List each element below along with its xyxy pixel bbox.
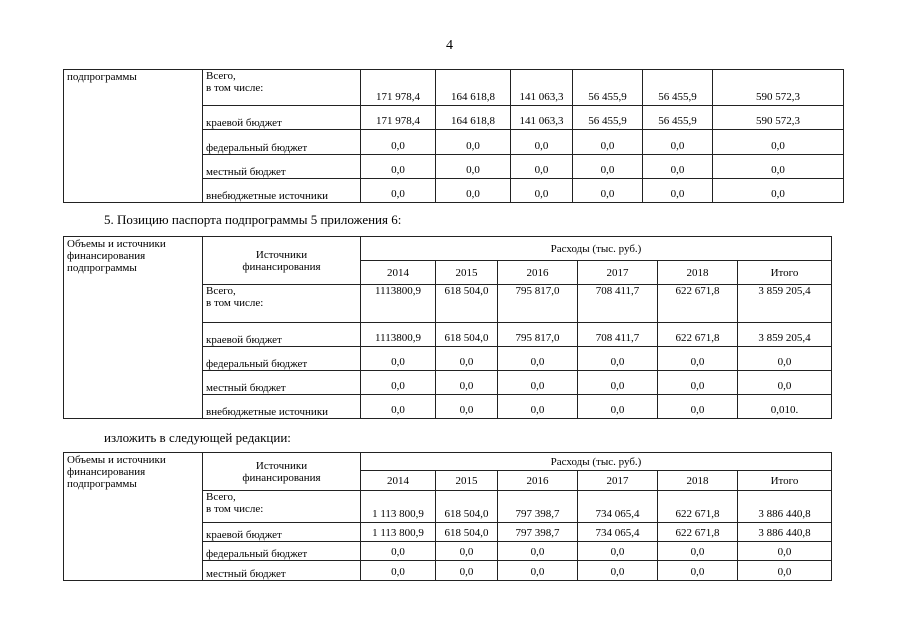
value-cell: 3 859 205,4 [738,285,832,323]
value-cell: 795 817,0 [498,323,578,347]
value-cell: 0,0 [658,561,738,581]
value-cell: 0,0 [436,371,498,395]
paragraph-position-5: 5. Позицию паспорта подпрограммы 5 приложения 6: [104,212,402,227]
value-cell: 164 618,8 [436,106,511,130]
value-cell: 734 065,4 [578,523,658,542]
value-cell: 0,0 [713,179,844,203]
expenses-header: Расходы (тыс. руб.) [361,237,832,261]
sources-header: Источники финансирования [203,237,361,285]
value-cell: 0,0 [578,395,658,419]
table-header-row [64,237,832,261]
value-cell: 56 455,9 [573,106,643,130]
value-cell: 0,0 [511,179,573,203]
value-cell: 734 065,4 [578,491,658,523]
value-cell: 0,0 [643,130,713,155]
source-cell: федеральный бюджет [203,542,361,561]
value-cell: 0,0 [436,561,498,581]
first-col-cell: подпрограммы [64,70,203,203]
value-cell: 3 859 205,4 [738,323,832,347]
value-cell: 0,0 [361,155,436,179]
table-header-row [64,453,832,471]
first-col-cell: Объемы и источники финансирования подпрограммы [64,237,203,419]
table-subprogram-5-current [63,236,832,419]
value-cell: 1 113 800,9 [361,523,436,542]
source-cell: внебюджетные источники [203,179,361,203]
value-cell: 0,0 [573,179,643,203]
value-cell: 0,0 [738,542,832,561]
value-cell: 0,0 [578,347,658,371]
value-cell: 0,0 [578,542,658,561]
source-cell: краевой бюджет [203,106,361,130]
page-number: 4 [446,38,453,53]
value-cell: 171 978,4 [361,70,436,106]
value-cell: 56 455,9 [643,70,713,106]
source-cell: федеральный бюджет [203,347,361,371]
value-cell: 56 455,9 [573,70,643,106]
value-cell: 795 817,0 [498,285,578,323]
value-cell: 0,0 [511,155,573,179]
year-header: 2018 [658,471,738,491]
sources-header: Источники финансирования [203,453,361,491]
value-cell: 708 411,7 [578,285,658,323]
value-cell: 0,0 [578,561,658,581]
source-cell: внебюджетные источники [203,395,361,419]
value-cell: 0,0 [573,155,643,179]
year-header: Итого [738,471,832,491]
value-cell: 0,0 [436,347,498,371]
value-cell: 618 504,0 [436,523,498,542]
value-cell: 0,0 [436,395,498,419]
value-cell: 1113800,9 [361,285,436,323]
value-cell: 141 063,3 [511,70,573,106]
value-cell: 0,0 [643,179,713,203]
year-header: 2014 [361,471,436,491]
value-cell: 622 671,8 [658,323,738,347]
value-cell: 0,0 [361,561,436,581]
value-cell: 3 886 440,8 [738,491,832,523]
value-cell: 0,0 [498,542,578,561]
table-subprogram-5-new [63,452,832,581]
expenses-header: Расходы (тыс. руб.) [361,453,832,471]
value-cell: 0,0 [573,130,643,155]
value-cell: 622 671,8 [658,491,738,523]
value-cell: 1 113 800,9 [361,491,436,523]
value-cell: 0,0 [643,155,713,179]
value-cell: 0,0 [361,371,436,395]
value-cell: 0,0 [498,347,578,371]
value-cell: 56 455,9 [643,106,713,130]
year-header: 2015 [436,471,498,491]
value-cell: 0,0 [713,155,844,179]
source-cell: федеральный бюджет [203,130,361,155]
first-col-cell: Объемы и источники финансирования подпрограммы [64,453,203,581]
source-cell: местный бюджет [203,155,361,179]
value-cell: 0,0 [658,395,738,419]
year-header: 2015 [436,261,498,285]
value-cell: 622 671,8 [658,285,738,323]
value-cell: 1113800,9 [361,323,436,347]
source-cell: Всего, в том числе: [203,491,361,523]
value-cell: 797 398,7 [498,491,578,523]
table-row [64,70,844,106]
value-cell: 0,0 [498,395,578,419]
value-cell: 0,0 [436,542,498,561]
paragraph-new-edition: изложить в следующей редакции: [104,430,291,445]
value-cell: 0,0 [658,542,738,561]
value-cell: 0,010. [738,395,832,419]
source-cell: краевой бюджет [203,323,361,347]
value-cell: 618 504,0 [436,285,498,323]
value-cell: 0,0 [436,155,511,179]
value-cell: 0,0 [361,347,436,371]
source-cell: краевой бюджет [203,523,361,542]
value-cell: 0,0 [738,347,832,371]
value-cell: 0,0 [498,561,578,581]
year-header: 2018 [658,261,738,285]
source-cell: Всего, в том числе: [203,70,361,106]
value-cell: 0,0 [738,561,832,581]
value-cell: 0,0 [511,130,573,155]
value-cell: 0,0 [361,179,436,203]
value-cell: 797 398,7 [498,523,578,542]
value-cell: 618 504,0 [436,491,498,523]
value-cell: 171 978,4 [361,106,436,130]
value-cell: 590 572,3 [713,106,844,130]
source-cell: Всего, в том числе: [203,285,361,323]
value-cell: 0,0 [436,130,511,155]
value-cell: 141 063,3 [511,106,573,130]
value-cell: 0,0 [498,371,578,395]
year-header: 2017 [578,471,658,491]
value-cell: 0,0 [658,371,738,395]
value-cell: 0,0 [658,347,738,371]
table-subprogram-4-funding [63,69,844,203]
value-cell: 618 504,0 [436,323,498,347]
value-cell: 0,0 [738,371,832,395]
year-header: Итого [738,261,832,285]
year-header: 2016 [498,471,578,491]
value-cell: 164 618,8 [436,70,511,106]
source-cell: местный бюджет [203,371,361,395]
value-cell: 0,0 [361,130,436,155]
source-cell: местный бюджет [203,561,361,581]
value-cell: 622 671,8 [658,523,738,542]
value-cell: 590 572,3 [713,70,844,106]
value-cell: 0,0 [578,371,658,395]
year-header: 2017 [578,261,658,285]
value-cell: 0,0 [436,179,511,203]
value-cell: 3 886 440,8 [738,523,832,542]
year-header: 2014 [361,261,436,285]
value-cell: 0,0 [361,542,436,561]
value-cell: 0,0 [713,130,844,155]
year-header: 2016 [498,261,578,285]
value-cell: 0,0 [361,395,436,419]
value-cell: 708 411,7 [578,323,658,347]
